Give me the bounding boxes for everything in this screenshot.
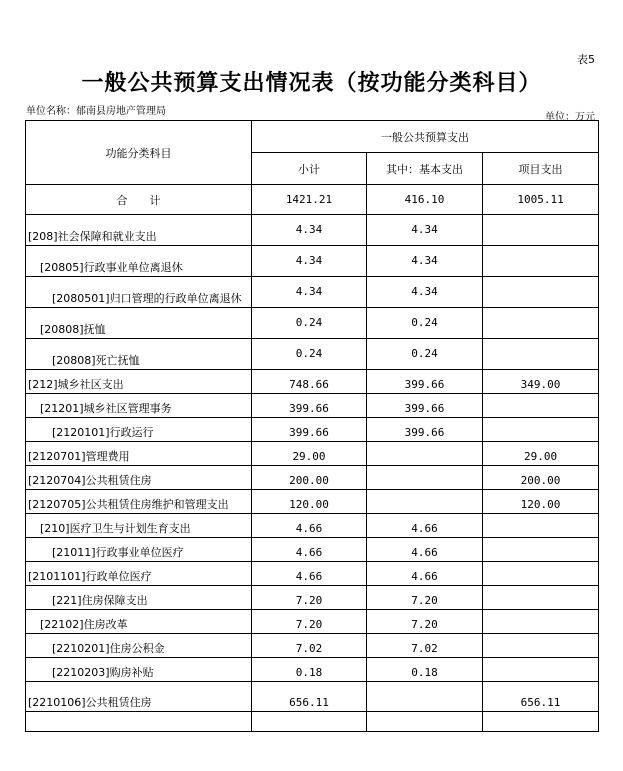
table-row bbox=[26, 339, 599, 370]
row-project bbox=[483, 658, 599, 682]
table-row bbox=[26, 418, 599, 442]
row-subtotal: 748.66 bbox=[252, 370, 367, 394]
row-subtotal: 4.66 bbox=[252, 562, 367, 586]
row-subtotal: 0.24 bbox=[252, 339, 367, 370]
total-basic: 416.10 bbox=[367, 185, 483, 215]
row-basic: 4.66 bbox=[367, 514, 483, 538]
unit-name-label: 单位名称：郁南县房地产管理局 bbox=[26, 106, 166, 117]
table-row bbox=[26, 394, 599, 418]
table-row bbox=[26, 490, 599, 514]
row-basic: 7.02 bbox=[367, 634, 483, 658]
row-basic: 399.66 bbox=[367, 394, 483, 418]
table-row bbox=[26, 514, 599, 538]
header-project: 项目支出 bbox=[483, 153, 599, 185]
row-basic bbox=[367, 466, 483, 490]
row-category-name: [208]社会保障和就业支出 bbox=[26, 215, 252, 246]
row-subtotal: 0.24 bbox=[252, 308, 367, 339]
row-subtotal: 4.34 bbox=[252, 215, 367, 246]
empty-cell bbox=[483, 712, 599, 732]
row-subtotal: 0.18 bbox=[252, 658, 367, 682]
row-project bbox=[483, 277, 599, 308]
row-category-name: [2101101]行政单位医疗 bbox=[26, 562, 252, 586]
row-category-name: [2080501]归口管理的行政单位离退休 bbox=[26, 277, 252, 308]
expenditure-table bbox=[25, 120, 599, 732]
row-category-name: [20808]抚恤 bbox=[26, 308, 252, 339]
row-category-name: [210]医疗卫生与计划生育支出 bbox=[26, 514, 252, 538]
header-category: 功能分类科目 bbox=[26, 121, 252, 185]
row-subtotal: 399.66 bbox=[252, 394, 367, 418]
row-project: 349.00 bbox=[483, 370, 599, 394]
row-project bbox=[483, 610, 599, 634]
row-project bbox=[483, 215, 599, 246]
row-subtotal: 29.00 bbox=[252, 442, 367, 466]
total-project: 1005.11 bbox=[483, 185, 599, 215]
table-row bbox=[26, 610, 599, 634]
row-basic: 7.20 bbox=[367, 586, 483, 610]
row-category-name: [2210203]购房补贴 bbox=[26, 658, 252, 682]
page-title: 一般公共预算支出情况表（按功能分类科目） bbox=[81, 71, 542, 96]
table-row bbox=[26, 586, 599, 610]
header-basic: 其中：基本支出 bbox=[367, 153, 483, 185]
header-group: 一般公共预算支出 bbox=[252, 121, 599, 153]
row-basic bbox=[367, 442, 483, 466]
empty-cell bbox=[367, 712, 483, 732]
row-project bbox=[483, 308, 599, 339]
empty-cell bbox=[26, 712, 252, 732]
row-category-name: [212]城乡社区支出 bbox=[26, 370, 252, 394]
row-category-name: [2120704]公共租赁住房 bbox=[26, 466, 252, 490]
table-row bbox=[26, 308, 599, 339]
row-basic: 0.18 bbox=[367, 658, 483, 682]
row-subtotal: 200.00 bbox=[252, 466, 367, 490]
table-row bbox=[26, 370, 599, 394]
total-label: 合 计 bbox=[26, 185, 252, 215]
table-row bbox=[26, 466, 599, 490]
row-subtotal: 4.66 bbox=[252, 514, 367, 538]
row-project bbox=[483, 514, 599, 538]
table-row bbox=[26, 562, 599, 586]
row-category-name: [2210106]公共租赁住房 bbox=[26, 682, 252, 712]
row-project bbox=[483, 538, 599, 562]
row-project bbox=[483, 634, 599, 658]
row-category-name: [21201]城乡社区管理事务 bbox=[26, 394, 252, 418]
row-category-name: [221]住房保障支出 bbox=[26, 586, 252, 610]
row-basic bbox=[367, 490, 483, 514]
header-subtotal: 小计 bbox=[252, 153, 367, 185]
row-subtotal: 656.11 bbox=[252, 682, 367, 712]
row-category-name: [21011]行政事业单位医疗 bbox=[26, 538, 252, 562]
row-subtotal: 399.66 bbox=[252, 418, 367, 442]
row-category-name: [20805]行政事业单位离退休 bbox=[26, 246, 252, 277]
row-category-name: [2120705]公共租赁住房维护和管理支出 bbox=[26, 490, 252, 514]
row-project bbox=[483, 586, 599, 610]
row-basic: 0.24 bbox=[367, 308, 483, 339]
empty-cell bbox=[252, 712, 367, 732]
row-subtotal: 7.20 bbox=[252, 610, 367, 634]
row-project bbox=[483, 339, 599, 370]
row-project bbox=[483, 246, 599, 277]
table-row bbox=[26, 277, 599, 308]
table-row bbox=[26, 658, 599, 682]
row-basic: 4.66 bbox=[367, 562, 483, 586]
row-category-name: [2120101]行政运行 bbox=[26, 418, 252, 442]
row-basic: 0.24 bbox=[367, 339, 483, 370]
row-subtotal: 4.34 bbox=[252, 277, 367, 308]
row-subtotal: 4.66 bbox=[252, 538, 367, 562]
row-subtotal: 4.34 bbox=[252, 246, 367, 277]
row-basic bbox=[367, 682, 483, 712]
row-subtotal: 7.02 bbox=[252, 634, 367, 658]
row-project bbox=[483, 394, 599, 418]
row-project: 200.00 bbox=[483, 466, 599, 490]
row-basic: 7.20 bbox=[367, 610, 483, 634]
row-category-name: [20808]死亡抚恤 bbox=[26, 339, 252, 370]
row-subtotal: 120.00 bbox=[252, 490, 367, 514]
total-row bbox=[26, 185, 599, 215]
row-basic: 4.66 bbox=[367, 538, 483, 562]
table-row bbox=[26, 634, 599, 658]
row-basic: 4.34 bbox=[367, 246, 483, 277]
row-category-name: [22102]住房改革 bbox=[26, 610, 252, 634]
table-row bbox=[26, 538, 599, 562]
table-row bbox=[26, 215, 599, 246]
row-subtotal: 7.20 bbox=[252, 586, 367, 610]
currency-unit-label: 单位：万元 bbox=[545, 112, 595, 123]
row-basic: 399.66 bbox=[367, 370, 483, 394]
row-category-name: [2120701]管理费用 bbox=[26, 442, 252, 466]
row-project: 120.00 bbox=[483, 490, 599, 514]
row-project bbox=[483, 562, 599, 586]
empty-row bbox=[26, 712, 599, 732]
row-project: 29.00 bbox=[483, 442, 599, 466]
table-number: 表5 bbox=[577, 53, 595, 66]
table-row bbox=[26, 246, 599, 277]
table-row bbox=[26, 442, 599, 466]
row-project: 656.11 bbox=[483, 682, 599, 712]
row-project bbox=[483, 418, 599, 442]
row-basic: 4.34 bbox=[367, 215, 483, 246]
header-row-1 bbox=[26, 121, 599, 153]
total-subtotal: 1421.21 bbox=[252, 185, 367, 215]
row-category-name: [2210201]住房公积金 bbox=[26, 634, 252, 658]
row-basic: 399.66 bbox=[367, 418, 483, 442]
row-basic: 4.34 bbox=[367, 277, 483, 308]
table-row bbox=[26, 682, 599, 712]
